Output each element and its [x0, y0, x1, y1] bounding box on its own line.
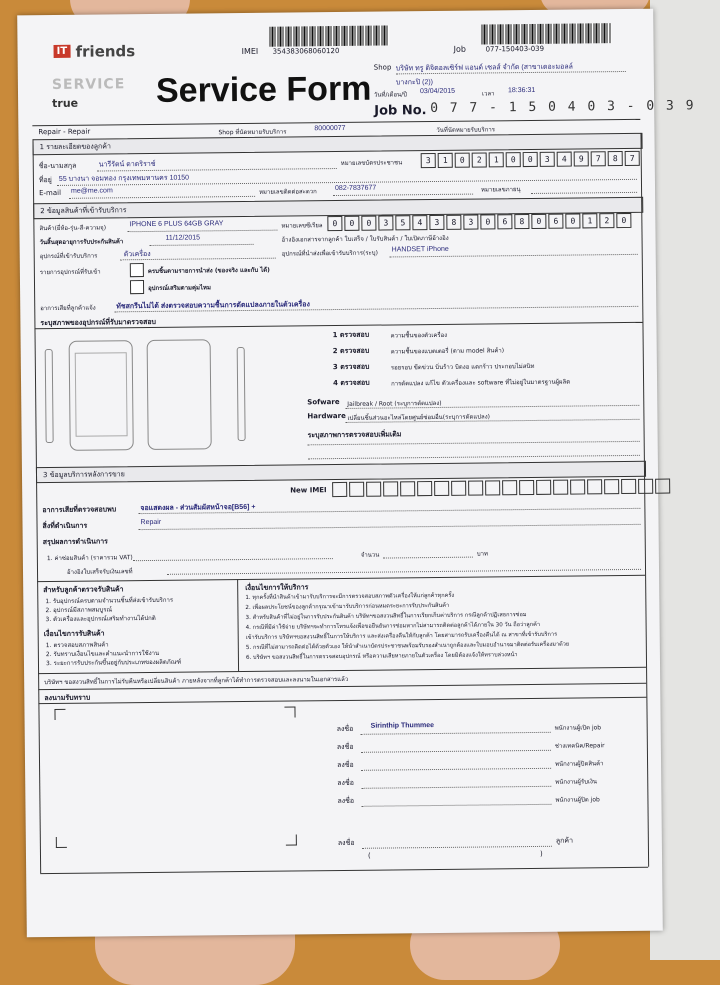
summary-label: สรุปผลการดำเนินการ	[42, 537, 108, 547]
check-item-title: 1 ตรวจสอบ	[332, 330, 370, 340]
digit-box: 1	[582, 213, 597, 228]
result-value: จอแสดงผล - ส่วนสัมผัสหน้าจอ[B56] +	[140, 503, 256, 513]
digit-box: 0	[565, 213, 580, 228]
sign-label: ลงชื่อ	[337, 760, 354, 770]
id-number-boxes	[421, 151, 642, 168]
digit-box: 0	[480, 214, 495, 229]
software-label: Sofware	[307, 398, 340, 407]
digit-box: 2	[599, 213, 614, 228]
digit-box: 6	[497, 214, 512, 229]
digit-box	[400, 481, 415, 496]
warranty-label: วันสิ้นสุดอายุการรับประกันสินค้า	[39, 238, 124, 247]
check-item-desc: รอยรอบ ขีดข่วน บิ่นร้าว บิดงอ แตกร้าว ประกอบไม่สนิท	[390, 362, 535, 372]
digit-box	[570, 479, 585, 494]
digit-box	[621, 479, 636, 494]
phone-value: 082-7837677	[334, 184, 377, 193]
product-value: IPHONE 6 PLUS 64GB GRAY	[129, 220, 224, 229]
digit-box: 9	[574, 151, 589, 166]
name-label: ชื่อ-นามสกุล	[38, 161, 77, 171]
signer-name: Sirinthip Thummee	[370, 722, 435, 730]
amount-label: จำนวน	[360, 551, 380, 559]
digit-box	[332, 482, 347, 497]
check-item-desc: ความชื้นของแบตเตอรี่ (ตาม model สินค้า)	[390, 347, 505, 356]
terms-left1-title: สำหรับลูกค้าตรวจรับสินค้า	[43, 585, 124, 595]
time-label: เวลา	[482, 90, 495, 98]
sign-role: พนักงานผู้เปิด job	[554, 724, 602, 732]
result-label: อาการเสียที่ตรวจสอบพบ	[42, 505, 117, 515]
ref-label: อ้างอิงใบเสร็จรับเงินเลขที่	[66, 568, 133, 576]
logo-true: true	[52, 96, 79, 110]
sign-role: พนักงานผู้รับเงิน	[555, 778, 598, 786]
digit-box: 8	[608, 151, 623, 166]
digit-box	[519, 480, 534, 495]
digit-box: 1	[489, 152, 504, 167]
job-value: 077-150403-039	[485, 44, 545, 54]
sign-role: พนักงานผู้ปิด job	[555, 796, 600, 804]
address-value: 55 บางนา จอมทอง กรุงเทพมหานคร 10150	[58, 174, 190, 183]
warranty-value: 11/12/2015	[165, 234, 201, 242]
sign-role: พนักงานผู้ปิดสินค้า	[555, 760, 604, 768]
shop-recv-label: Shop ที่นัดหมายรับบริการ	[218, 128, 287, 137]
digit-box: 4	[557, 152, 572, 167]
job-label: Job	[453, 44, 466, 54]
digit-box	[485, 480, 500, 495]
digit-box	[587, 479, 602, 494]
checkbox-complete[interactable]	[130, 263, 144, 277]
digit-box	[417, 481, 432, 496]
sign-label: ลงชื่อ	[337, 778, 354, 788]
check-item-desc: ความชื้นของตัวเครื่อง	[390, 331, 448, 340]
terms-right-item: 2. เพื่อผลประโยชน์ของลูกค้ากรุณาเข้ามารับบริการก่อนหมดระยะการรับประกันสินค้า	[245, 602, 450, 611]
section1-title: 1 รายละเอียดของลูกค้า	[39, 142, 111, 152]
it-friends-logo	[53, 40, 136, 69]
digit-box	[383, 481, 398, 496]
customer-label: ลูกค้า	[555, 836, 574, 845]
digit-box	[434, 481, 449, 496]
shop-recv-value: 80000077	[314, 124, 346, 133]
opt1-label: ครบชิ้นตามรายการนำส่ง (ของจริง และกับ ได้)	[147, 266, 270, 276]
action-value: Repair	[140, 518, 162, 527]
terms-left1-item: 1. รับอุปกรณ์ครบตามจำนวนชิ้นที่ส่งเข้ารับบริการ	[45, 596, 174, 606]
id-label: หมายเลขบัตรประชาชน	[340, 159, 403, 167]
phone-label: หมายเลขติดต่อสะดวก	[259, 188, 317, 196]
digit-box: 5	[395, 215, 410, 230]
serial-label: หมายเลขซีเรียล	[281, 222, 323, 230]
digit-box: 0	[455, 153, 470, 168]
digit-box: 0	[506, 152, 521, 167]
new-imei-label: New IMEI	[290, 486, 327, 495]
page-title: Service Form	[155, 69, 372, 110]
fax-label: หมายเลขภายนุ	[481, 186, 521, 194]
service-form-sheet	[17, 9, 696, 938]
digit-box	[502, 480, 517, 495]
terms-right-item: 6. บริษัทฯ ขอสงวนสิทธิ์ในการตรวจสอบอุปกรณ์ หรือความเสียหายภายในตัวเครื่อง โดยมิต้องแจ้งให้ทราบล่วงหน้า	[245, 652, 518, 661]
shop-value: บริษัท ทรู ดิจิตอลเซิร์ฟ แอนด์ เซลส์ จำกัด (สาขาเดอะมอลล์	[395, 63, 573, 73]
sign-label: ลงชื่อ	[336, 742, 354, 752]
hardware-label: Hardware	[307, 411, 346, 421]
digit-box	[604, 479, 619, 494]
digit-box: 0	[327, 216, 342, 231]
digit-box: 3	[421, 153, 436, 168]
digit-box	[655, 479, 670, 494]
diagram-label: ระบุสภาพของอุปกรณ์ที่รับมาตรวจสอบ	[40, 317, 157, 328]
opt2-label: อุปกรณ์เสริมตามคุ่มไหม	[148, 284, 211, 292]
imei-value: 354383068060120	[272, 46, 340, 56]
digit-box: 0	[523, 152, 538, 167]
job-barcode	[481, 23, 611, 44]
digit-box	[349, 482, 364, 497]
terms-right-item: 5. กรณีที่ไม่สามารถติดต่อได้ด้วยตัวเอง ให้นำสำเนาบัตรประชาชนพร้อมรับรองสำเนาถูกต้องและใบมอบอำนาจมาติดต่อรับเครื่องมาด้วย	[245, 641, 570, 651]
shop-label: Shop	[373, 63, 392, 72]
date-label: วันที่/เดือน/ปี	[374, 91, 408, 99]
address-label: ที่อยู่	[38, 176, 52, 185]
digit-box: 6	[548, 214, 563, 229]
serial-number-boxes	[327, 213, 633, 231]
sign-label: ลงชื่อ	[336, 724, 354, 734]
symptom-value: ทัชสกรีนไม่ได้ ส่งตรวจสอบความชื้นการดัดแปลงภายในตัวเครื่อง	[116, 301, 310, 311]
terms-right-item: 1. ทุกครั้งที่นำสินค้าเข้ามารับบริการจะมีการตรวจสอบสภาพตัวเครื่องให้แก่ลูกค้าทุกครั้ง	[245, 592, 455, 601]
imei-barcode	[269, 25, 389, 46]
customer-sign-label: ลงชื่อ	[337, 838, 355, 848]
appoint-label: วันที่นัดหมายรับบริการ	[436, 126, 495, 134]
digit-box	[468, 481, 483, 496]
digit-box: 1	[438, 153, 453, 168]
digit-box: 2	[472, 152, 487, 167]
list-label: รายการอุปกรณ์ที่รับเข้า	[39, 268, 101, 277]
imei-label: IMEI	[241, 46, 259, 57]
digit-box: 7	[625, 151, 640, 166]
terms-left1-item: 2. อุปกรณ์มีสภาพสมบูรณ์	[45, 606, 113, 615]
digit-box: 3	[463, 215, 478, 230]
cost-label: 1. ค่าซ่อมสินค้า (ราคารวม VAT)	[46, 554, 133, 563]
accessory-value: ตัวเครื่อง	[123, 250, 151, 259]
digit-box	[451, 481, 466, 496]
digit-box: 4	[412, 215, 427, 230]
branch-value: บางกะปิ (2))	[395, 79, 434, 87]
paren-open: (	[367, 851, 371, 860]
digit-box: 0	[344, 216, 359, 231]
hardware-value: เปลี่ยนชิ้นส่วนอะไหล่โดยศูนย์ซ่อมอื่น(ระบุการดัดแปลง)	[347, 413, 491, 422]
check-item-title: 4 ตรวจสอบ	[333, 378, 370, 388]
digit-box: 3	[429, 215, 444, 230]
terms-right-title: เงื่อนไขการให้บริการ	[245, 583, 309, 592]
name-value: นารีรัตน์ ดาดริราช์	[98, 160, 156, 169]
product-label: สินค้า(ยี่ห้อ-รุ่น-สี-ความจุ)	[39, 224, 107, 233]
baht-label: บาท	[476, 550, 489, 558]
jobno-label: Job No.	[374, 103, 427, 119]
footer-note: บริษัทฯ ขอสงวนสิทธิ์ในการไม่รับคืนหรือเปลี่ยนสินค้า ภายหลังจากที่ลูกค้าได้ทำการตรวจสอบและลงนามในเอกสารแล้ว	[44, 675, 349, 687]
signature-title: ลงนามรับทราบ	[44, 693, 91, 703]
new-imei-boxes[interactable]	[332, 479, 672, 498]
digit-box	[553, 480, 568, 495]
digit-box	[638, 479, 653, 494]
check-item-title: 3 ตรวจสอบ	[332, 362, 370, 372]
terms-left2-item: 1. ตรวจสอบสภาพสินค้า	[45, 641, 109, 650]
logo-friends: friends	[75, 42, 136, 61]
date-value: 03/04/2015	[419, 87, 456, 96]
action-label: สิ่งที่ดำเนินการ	[42, 521, 88, 531]
warranty-note: อ้างอิงเอกสารจากลูกค้า ใบเสร็จ / ใบรับสินค้า / ใบเปิดภาษีอ้างอิง	[281, 234, 449, 244]
section2-title: 2 ข้อมูลสินค้าที่เข้ารับบริการ	[40, 206, 127, 216]
terms-left2-item: 3. ระยะการรับประกันขึ้นอยู่กับประเภทของผลิตภัณฑ์	[45, 658, 182, 668]
digit-box: 7	[591, 151, 606, 166]
terms-right-item: เข้ารับบริการ บริษัทฯขอสงวนสิทธิ์ในการให้บริการ และส่งเครื่องคืนให้กับลูกค้า โดยสามารถรับเครื่องคืนได้ ณ สาขาที่เข้ารับบริการ	[245, 631, 558, 641]
section3-title: 3 ข้อมูลบริการหลังการขาย	[42, 470, 125, 480]
terms-left2-title: เงื่อนไขการรับสินค้า	[43, 629, 105, 639]
symptom-label: อาการเสียที่ลูกค้าแจ้ง	[40, 304, 96, 313]
terms-right-item: 3. สำหรับสินค้าที่ไม่อยู่ในการรับประกันสินค้า บริษัทฯขอสงวนสิทธิ์ในการเรียกเก็บค่าบริการ กรณีลูกค้าปฏิเสธการซ่อม	[245, 612, 527, 621]
logo-service: SERVICE	[51, 76, 126, 93]
terms-left1-item: 3. ตัวเครื่องและอุปกรณ์เสริมทำงานได้ปกติ	[45, 614, 156, 624]
email-value: me@me.com	[70, 187, 113, 195]
digit-box: 8	[446, 215, 461, 230]
sign-label: ลงชื่อ	[337, 796, 355, 806]
logo-it: IT	[54, 45, 71, 58]
accessory-label: อุปกรณ์ที่เข้ารับบริการ	[39, 252, 98, 261]
digit-box	[536, 480, 551, 495]
jobno-value: 0 7 7 - 1 5 0 4 0 3 - 0 3 9	[430, 98, 696, 117]
digit-box: 3	[540, 152, 555, 167]
paren-close: )	[539, 849, 543, 858]
software-value: Jailbreak / Root (ระบุการดัดแปลง)	[347, 399, 442, 408]
terms-right-item: 4. กรณีที่มีค่าใช้จ่าย บริษัทฯจะทำการโทรแจ้งเพื่อขอยืนยันการซ่อมหากไม่สามารถติดต่อลูกค้าได้ภายใน 30 วัน ถือว่าลูกค้า	[245, 621, 541, 631]
time-value: 18:36:31	[507, 86, 536, 95]
phone-diagram	[41, 332, 312, 465]
digit-box: 0	[531, 214, 546, 229]
accessory-send-label: อุปกรณ์ที่นำส่งเพื่อเข้ารับบริการ(ระบุ)	[281, 249, 378, 258]
check-item-desc: การดัดแปลง แก้ไข ตัวเครื่องและ software ที่ไม่อยู่ในมาตรฐานผู้ผลิต	[391, 378, 571, 388]
terms-left2-item: 2. รับทราบเงื่อนไขและคำแนะนำการใช้งาน	[45, 649, 160, 659]
checkbox-accessory[interactable]	[130, 280, 144, 294]
email-label: E-mail	[39, 188, 62, 198]
sign-role: ช่างเทคนิค/Repair	[554, 742, 605, 750]
digit-box	[366, 482, 381, 497]
check-item-title: 2 ตรวจสอบ	[332, 346, 370, 356]
digit-box: 0	[616, 213, 631, 228]
extra-label: ระบุสภาพการตรวจสอบเพิ่มเติม	[307, 430, 402, 440]
digit-box: 0	[361, 216, 376, 231]
accessory-send-value: HANDSET iPhone	[391, 245, 449, 254]
digit-box: 3	[378, 215, 393, 230]
digit-box: 8	[514, 214, 529, 229]
repair-label: Repair - Repair	[38, 127, 91, 137]
